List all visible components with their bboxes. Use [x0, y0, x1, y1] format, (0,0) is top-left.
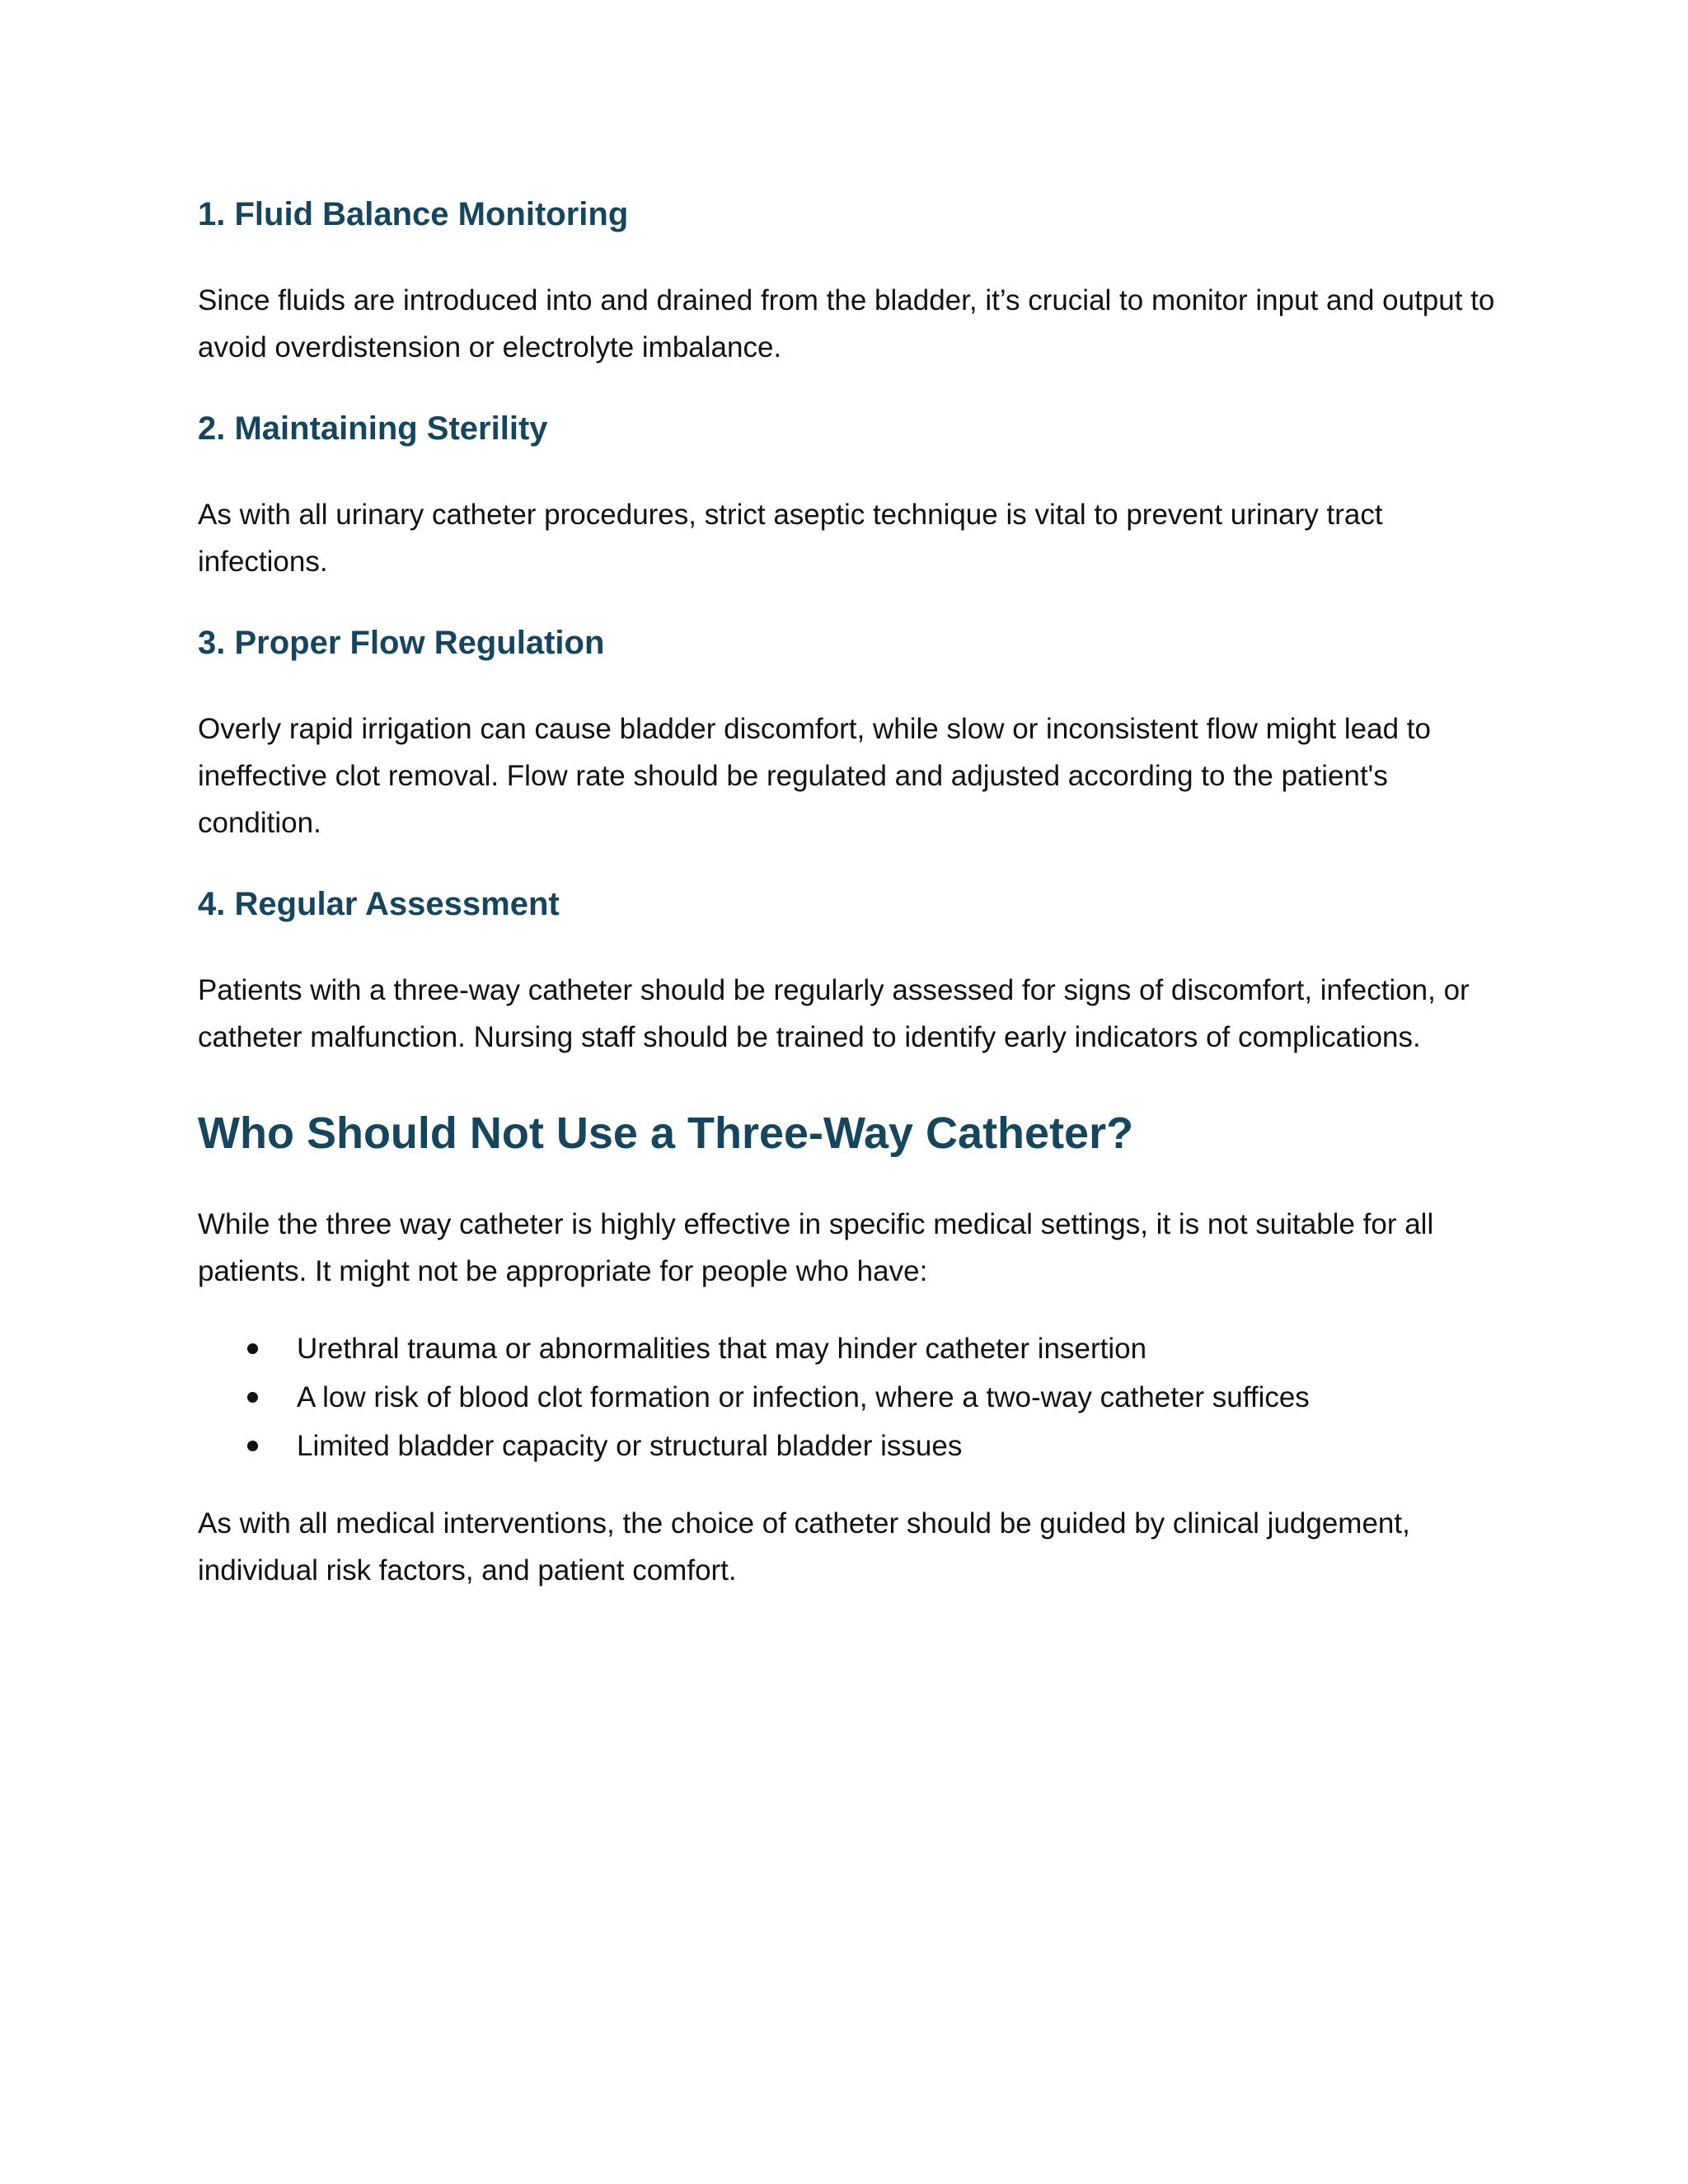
who-should-not-intro: While the three way catheter is highly effective in specific medical settings, it is not suitable for all patients. It might not be appropriate for people who have: [198, 1208, 1434, 1287]
section-body-assessment: Patients with a three-way catheter should be regularly assessed for signs of discomfort, infection, or catheter malfunction. Nursing staff should be trained to identify early indicators of complications. [198, 974, 1470, 1053]
list-item-text: Limited bladder capacity or structural bladder issues [297, 1430, 963, 1462]
bullet-icon [247, 1343, 258, 1354]
section-body-sterility: As with all urinary catheter procedures, strict aseptic technique is vital to prevent urinary tract infections. [198, 499, 1383, 578]
section-heading-flow-regulation: 3. Proper Flow Regulation [198, 625, 605, 661]
section-heading-fluid-balance: 1. Fluid Balance Monitoring [198, 196, 629, 232]
section-heading-sterility: 2. Maintaining Sterility [198, 410, 548, 447]
section-body-flow-regulation: Overly rapid irrigation can cause bladder discomfort, while slow or inconsistent flow might lead to ineffective clot removal. Flow rate should be regulated and adjusted according to the patient's condition. [198, 713, 1431, 839]
list-item-text: A low risk of blood clot formation or infection, where a two-way catheter suffices [297, 1381, 1310, 1413]
section-body-fluid-balance: Since fluids are introduced into and drained from the bladder, it’s crucial to monitor input and output to avoid overdistension or electrolyte imbalance. [198, 284, 1495, 363]
closing-paragraph: As with all medical interventions, the choice of catheter should be guided by clinical judgement, individual risk factors, and patient comfort. [198, 1507, 1410, 1586]
list-item [198, 1422, 1500, 1470]
list-item [198, 1324, 1500, 1373]
bullet-icon [247, 1392, 258, 1403]
section-heading-assessment: 4. Regular Assessment [198, 886, 560, 922]
who-should-not-heading: Who Should Not Use a Three-Way Catheter? [198, 1108, 1134, 1158]
document-content [198, 190, 1500, 1594]
list-item [198, 1373, 1500, 1422]
contraindication-list [198, 1324, 1500, 1470]
bullet-icon [247, 1441, 258, 1451]
list-item-text: Urethral trauma or abnormalities that may hinder catheter insertion [297, 1333, 1147, 1365]
